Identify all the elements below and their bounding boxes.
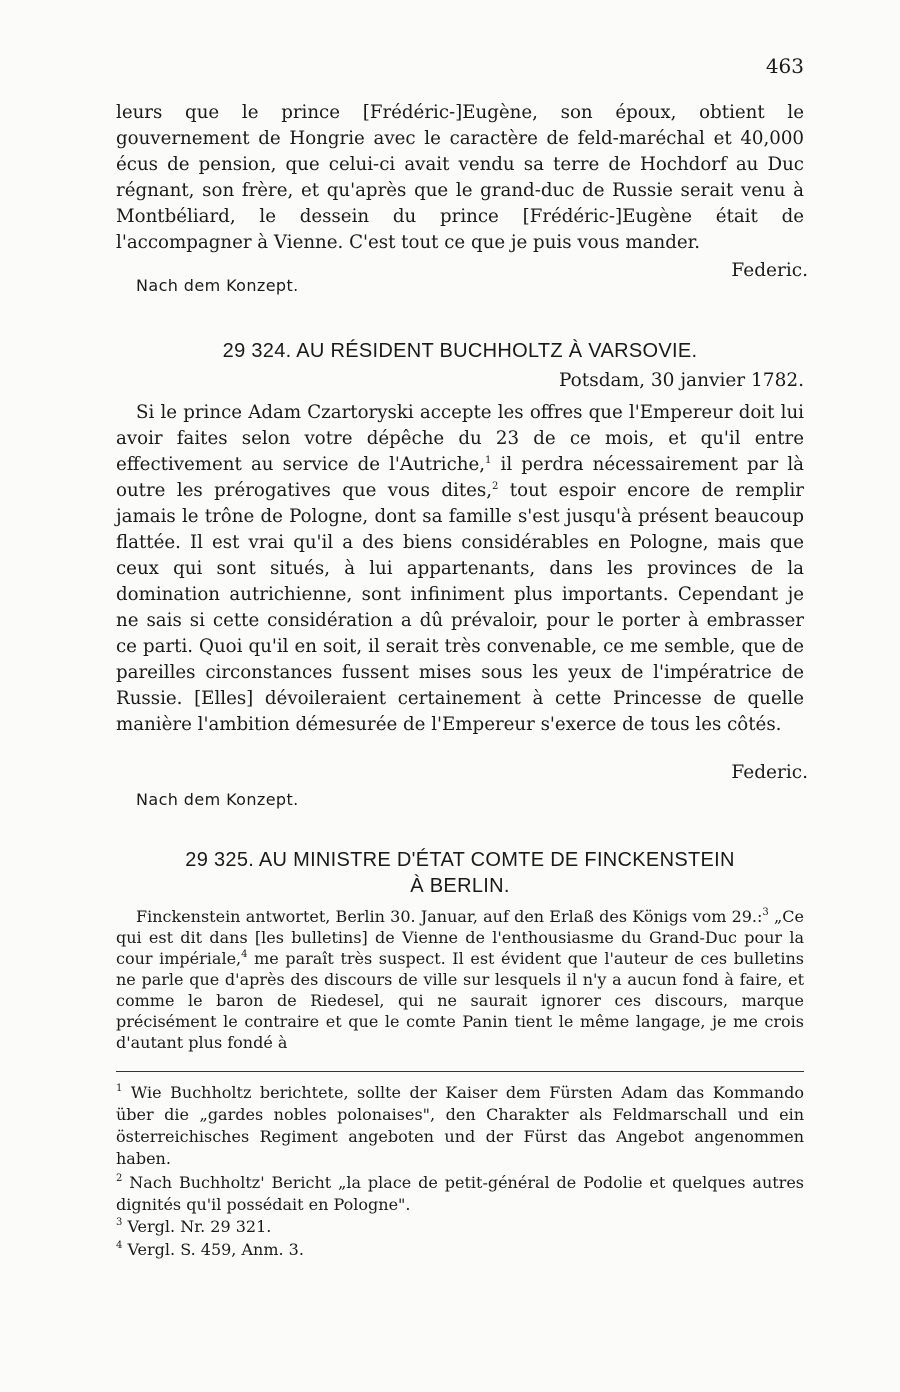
footnote-text: Nach Buchholtz' Bericht „la place de petit-général de Podolie et quelques autres dignités qu'il possédait en Pologne". — [116, 1173, 805, 1214]
signature: Federic. — [731, 260, 808, 281]
letter-text: il perdra nécessairement par là outre les prérogatives que vous dites, — [116, 454, 804, 501]
letter-heading: 29 324. AU RÉSIDENT BUCHHOLTZ À VARSOVIE. — [222, 340, 698, 362]
footnote — [116, 1216, 804, 1238]
footnote-ref: 3 — [762, 907, 769, 918]
dateline: Potsdam, 30 janvier 1782. — [558, 370, 804, 391]
summary-text: me paraît très suspect. Il est évident que l'auteur de ces bulletins ne parle que d'après des discours de ville sur lesquels il n'y a aucun fond à faire, et comme le baron de Riedesel, qui ne saurait ignorer ces discours, marque précisément le contraire et que le comte Panin tient le même langage, je me crois d'autant plus fondé à — [116, 949, 804, 1052]
footnote-ref: 1 — [485, 455, 492, 466]
summary-text: „Ce qui est dit dans [les bulletins] de Vienne de l'enthousiasme du Grand-Duc pour la cour impériale, — [116, 907, 804, 968]
continuation-paragraph: leurs que le prince [Frédéric-]Eugène, son époux, obtient le gouvernement de Hongrie avec le caractère de feld-maréchal et 40,000 écus de pension, que celui-ci avait vendu sa terre de Hochdorf au Duc régnant, son frère, et qu'après que le grand-duc de Russie serait venu à Montbéliard, le dessein du prince [Frédéric-]Eugène était de l'accompagner à Vienne. C'est tout ce que je puis vous mander. — [116, 102, 804, 253]
summary-paragraph — [116, 906, 804, 1053]
signature: Federic. — [731, 762, 808, 783]
letter-text: tout espoir encore de remplir jamais le trône de Pologne, dont sa famille s'est jusqu'à présent beaucoup flattée. Il est vrai qu'il a des biens considérables en Pologne, mais que ceux qui sont situés, à lui appartenants, dans les provinces de la domination autrichienne, sont infiniment plus importants. Cependant je ne sais si cette considération a dû prévaloir, pour le porter à embrasser ce parti. Quoi qu'il en soit, il serait très convenable, ce me semble, que de pareilles circonstances fussent mises sous les yeux de l'impératrice de Russie. [Elles] dévoileraient certainement à cette Princesse de quelle manière l'ambition démesurée de l'Empereur s'exerce de tous les côtés. — [116, 480, 804, 735]
footnote-number: 3 — [116, 1217, 123, 1228]
source-note: Nach dem Konzept. — [136, 276, 299, 295]
footnote-text: Vergl. Nr. 29 321. — [127, 1217, 272, 1236]
source-note: Nach dem Konzept. — [136, 790, 299, 809]
footnote-divider — [116, 1071, 804, 1072]
footnote-number: 4 — [116, 1240, 123, 1251]
footnote-text: Vergl. S. 459, Anm. 3. — [127, 1240, 304, 1259]
letter-text: Si le prince Adam Czartoryski accepte les offres que l'Empereur doit lui avoir faites selon votre dépêche du 23 de ce mois, et qu'il entre effectivement au service de l'Autriche, — [116, 402, 804, 475]
footnote — [116, 1082, 804, 1170]
footnote — [116, 1172, 804, 1216]
footnote-number: 2 — [116, 1173, 123, 1184]
letter-body — [116, 400, 804, 738]
footnote-ref: 2 — [492, 481, 499, 492]
footnote-ref: 4 — [241, 949, 248, 960]
letter-heading: À BERLIN. — [410, 875, 510, 897]
footnote-text: Wie Buchholtz berichtete, sollte der Kaiser dem Fürsten Adam das Kommando über die „gardes nobles polonaises", den Charakter als Feldmarschall und ein österreichisches Regiment angeboten und der Fürst das Angebot angenommen haben. — [116, 1083, 804, 1168]
summary-text: Finckenstein antwortet, Berlin 30. Januar, auf den Erlaß des Königs vom 29.: — [136, 907, 763, 926]
footnote-number: 1 — [116, 1083, 123, 1094]
footnote — [116, 1239, 804, 1261]
page-number: 463 — [765, 54, 804, 78]
letter-heading: 29 325. AU MINISTRE D'ÉTAT COMTE DE FINCKENSTEIN — [185, 849, 735, 871]
